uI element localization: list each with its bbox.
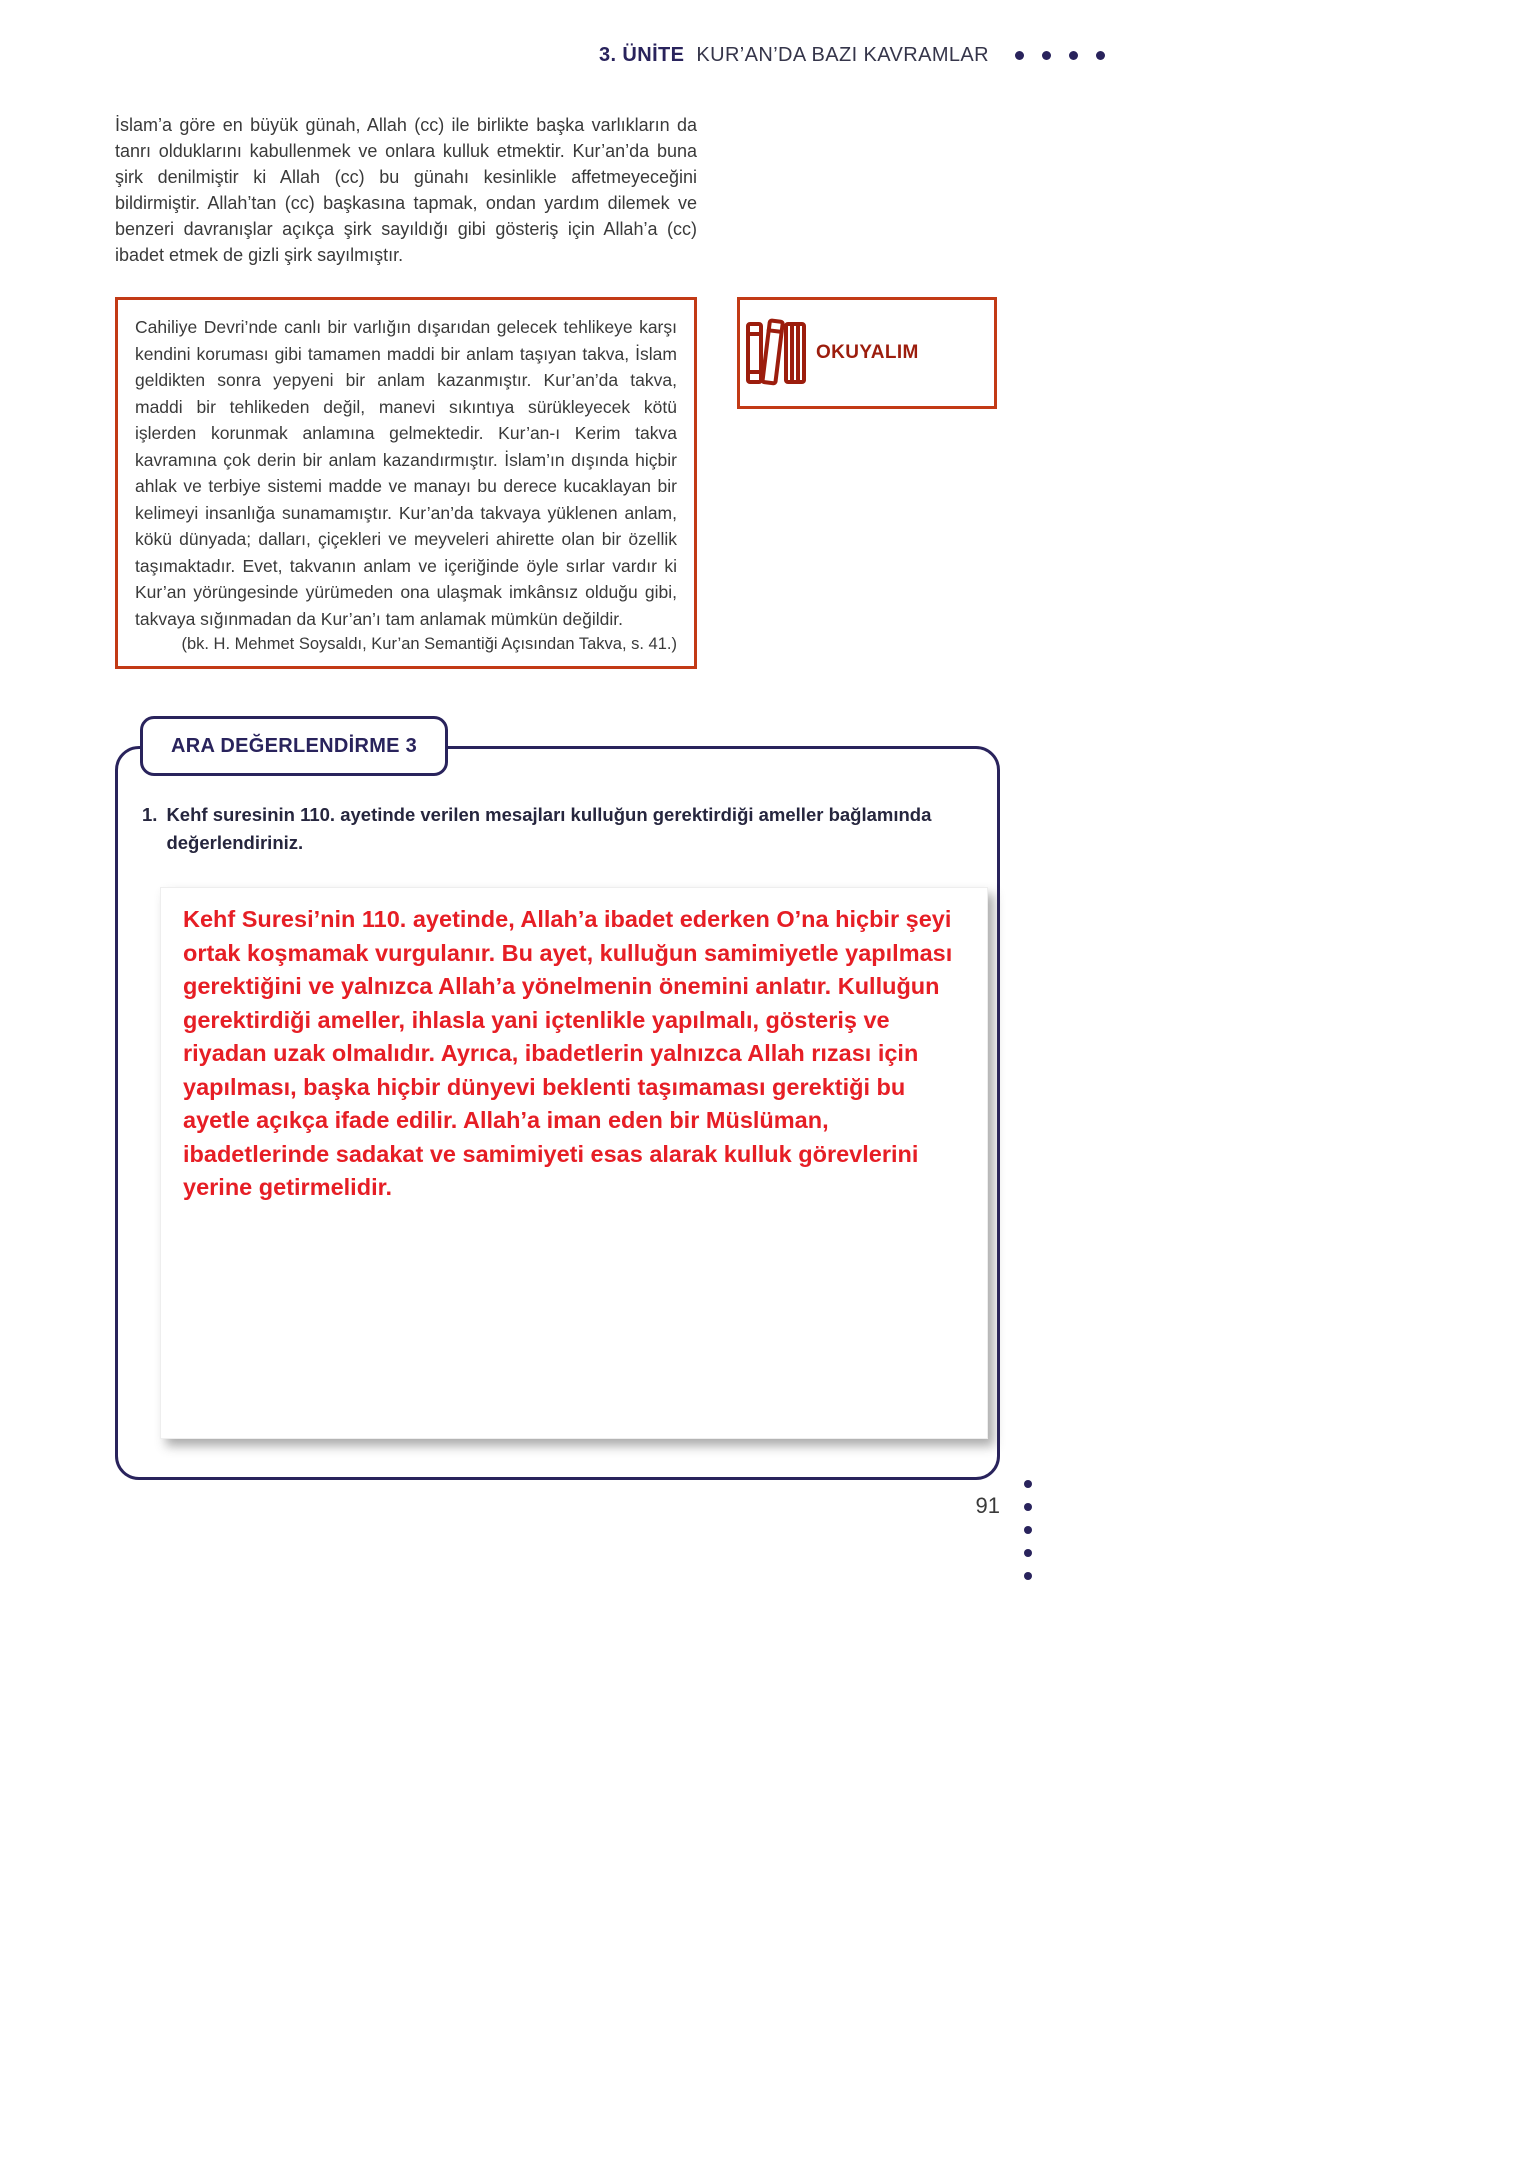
reading-box	[115, 297, 697, 669]
decor-dot	[1024, 1503, 1032, 1511]
reading-citation: (bk. H. Mehmet Soysaldı, Kur’an Semantiği Açısından Takva, s. 41.)	[181, 635, 677, 653]
header-dots	[1015, 51, 1105, 60]
decor-dot	[1024, 1526, 1032, 1534]
books-icon	[744, 315, 808, 391]
page-header	[599, 44, 1105, 67]
question-text: Kehf suresinin 110. ayetinde verilen mesajları kulluğun gerektirdiği ameller bağlamında değerlendiriniz.	[166, 804, 932, 853]
unit-title: KUR’AN’DA BAZI KAVRAMLAR	[696, 44, 989, 66]
intro-paragraph: İslam’a göre en büyük günah, Allah (cc) ile birlikte başka varlıkların da tanrı olduklarını kabullenmek ve onlara kulluk etmektir. Kur’an’da buna şirk denilmiştir ki Allah (cc) bu günahı kesinlikle affetmeyeceğini bildirmiştir. Allah’tan (cc) başkasına tapmak, ondan yardım dilemek ve benzeri davranışlar açıkça şirk sayıldığı gibi gösteriş için Allah’a (cc) ibadet etmek de gizli şirk sayılmıştır.	[115, 115, 697, 265]
answer-card	[160, 887, 988, 1439]
decor-dot	[1069, 51, 1078, 60]
question-number: 1.	[142, 804, 158, 825]
assessment-title-tab	[140, 716, 448, 776]
okuyalim-label: OKUYALIM	[816, 342, 919, 363]
assessment-question	[142, 801, 979, 857]
footer-dots	[1024, 1480, 1032, 1580]
unit-header	[599, 44, 989, 67]
decor-dot	[1042, 51, 1051, 60]
assessment-title: ARA DEĞERLENDİRME 3	[171, 734, 418, 757]
unit-number: 3. ÜNİTE	[598, 44, 685, 66]
decor-dot	[1015, 51, 1024, 60]
decor-dot	[1024, 1549, 1032, 1557]
page-number: 91	[975, 1493, 1000, 1518]
answer-text: Kehf Suresi’nin 110. ayetinde, Allah’a ibadet ederken O’na hiçbir şeyi ortak koşmamak vurgulanır. Bu ayet, kulluğun samimiyetle yapılması gerektiğini ve yalnızca Allah’a yönelmenin önemini anlatır. Kulluğun gerektirdiği ameller, ihlasla yani içtenlikle yapılmalı, gösteriş ve riyadan uzak olmalıdır. Ayrıca, ibadetlerin yalnızca Allah rızası için yapılması, başka hiçbir dünyevi beklenti taşımaması gerektiği bu ayetle açıkça ifade edilir. Allah’a iman eden bir Müslüman, ibadetlerinde sadakat ve samimiyeti esas alarak kulluk görevlerini yerine getirmelidir.	[183, 906, 953, 1200]
reading-text: Cahiliye Devri’nde canlı bir varlığın dışarıdan gelecek tehlikeye karşı kendini koruması gibi tamamen maddi bir anlam taşıyan takva, İslam geldikten sonra yepyeni bir anlam kazanmıştır. Kur’an’da takva, maddi bir tehlikeden değil, manevi sıkıntıya sürükleyecek kötü işlerden korunmak anlamına gelmektedir. Kur’an-ı Kerim takva kavramına çok derin bir anlam kazandırmıştır. İslam’ın dışında hiçbir ahlak ve terbiye sistemi madde ve manayı bu derece kucaklayan bir kelimeyi insanlığa sunamamıştır. Kur’an’da takvaya yüklenen anlam, kökü dünyada; dalları, çiçekleri ve meyveleri ahirette olan bir özellik taşımaktadır. Evet, takvanın anlam ve içeriğinde öyle sırlar vardır ki Kur’an yörüngesinde yürümeden ona ulaşmak imkânsız olduğu gibi, takvaya sığınmadan da Kur’an’ı tam anlamak mümkün değildir.	[135, 317, 677, 629]
decor-dot	[1024, 1480, 1032, 1488]
okuyalim-label-box	[737, 297, 997, 409]
decor-dot	[1096, 51, 1105, 60]
assessment-box	[115, 746, 1000, 1480]
decor-dot	[1024, 1572, 1032, 1580]
